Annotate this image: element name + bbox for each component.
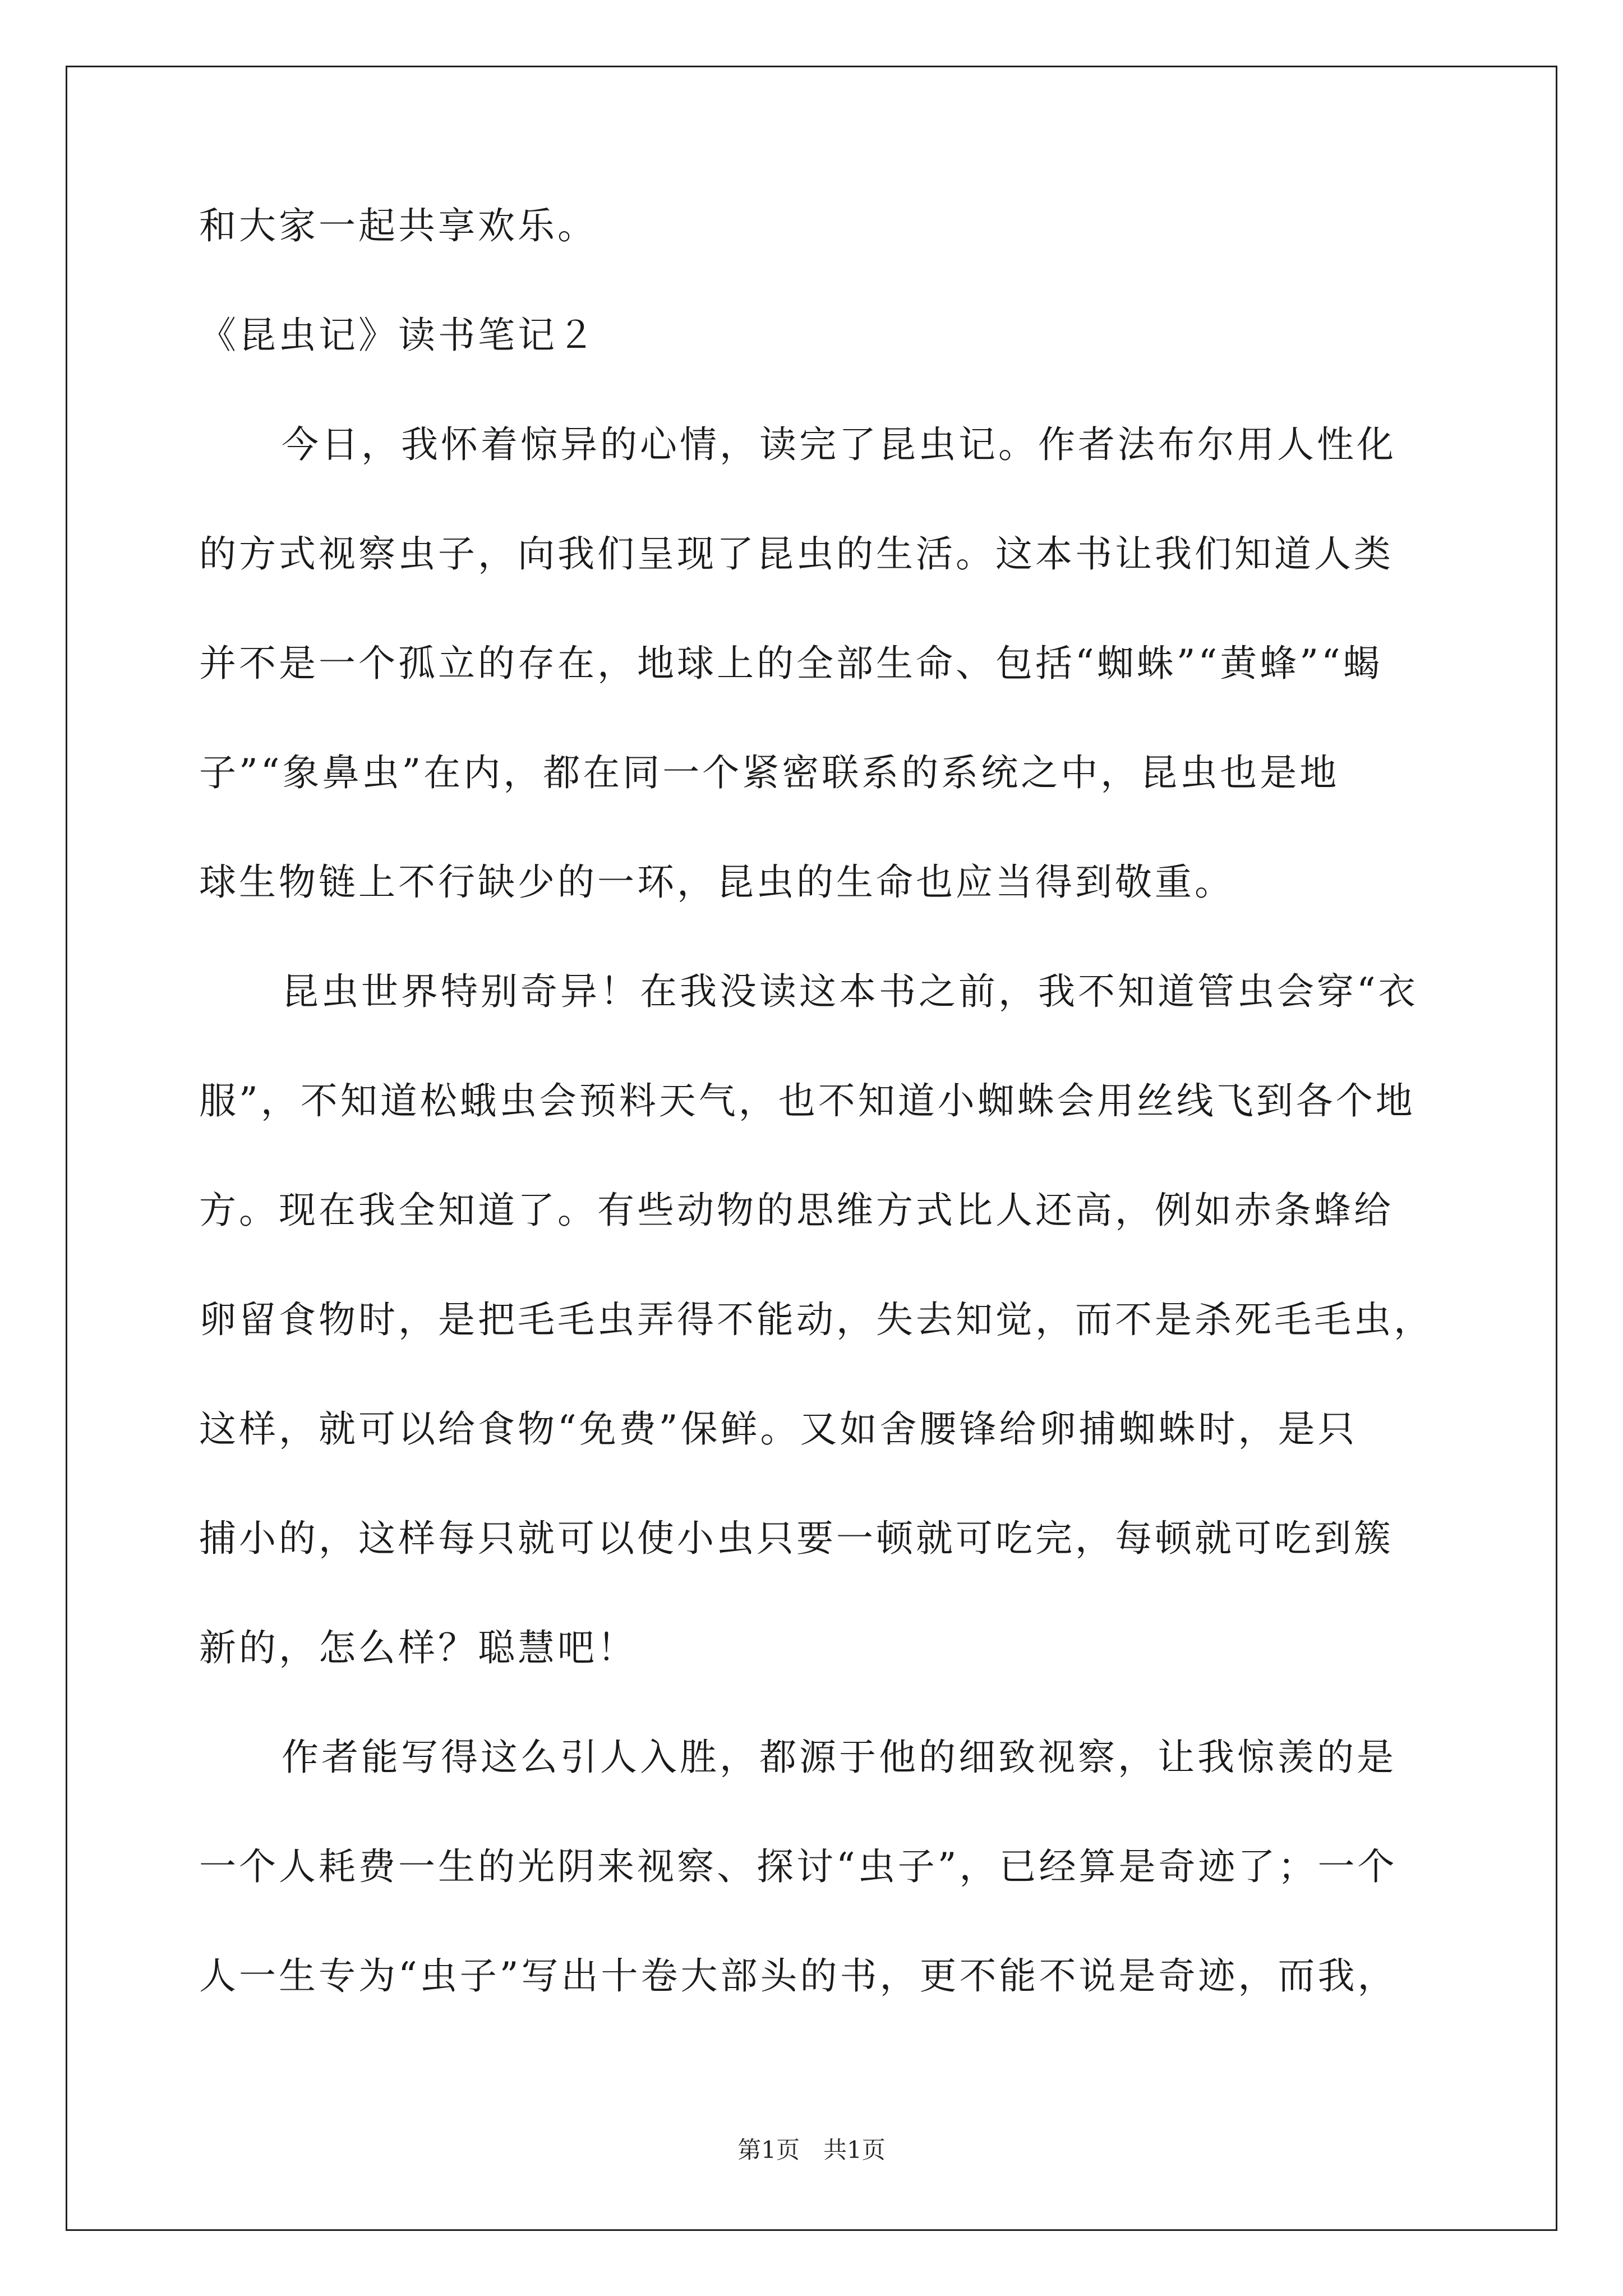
section-heading: 《昆虫记》读书笔记２ bbox=[199, 314, 597, 357]
text-line: 方。现在我全知道了。有些动物的思维方式比人还高，例如赤条蜂给 bbox=[199, 1189, 1394, 1232]
text-line: 一个人耗费一生的光阴来视察、探讨“虫子”，已经算是奇迹了；一个 bbox=[199, 1845, 1398, 1888]
page-border bbox=[66, 66, 1557, 2231]
text-line: 人一生专为“虫子”写出十卷大部头的书，更不能不说是奇迹，而我， bbox=[199, 1954, 1398, 1998]
text-line: 新的，怎么样？聪慧吧！ bbox=[199, 1626, 637, 1669]
text-line: 捕小的，这样每只就可以使小虫只要一顿就可吃完，每顿就可吃到簇 bbox=[199, 1517, 1394, 1560]
text-line: 球生物链上不行缺少的一环，昆虫的生命也应当得到敬重。 bbox=[199, 861, 1234, 904]
text-line: 昆虫世界特别奇异！在我没读这本书之前，我不知道管虫会穿“衣 bbox=[282, 970, 1418, 1013]
text-line: 这样，就可以给食物“免费”保鲜。又如舍腰锋给卵捕蜘蛛时，是只 bbox=[199, 1407, 1358, 1451]
text-line: 并不是一个孤立的存在，地球上的全部生命、包括“蜘蛛”“黄蜂”“蝎 bbox=[199, 642, 1383, 685]
text-line: 的方式视察虫子，向我们呈现了昆虫的生活。这本书让我们知道人类 bbox=[199, 532, 1394, 576]
text-line: 作者能写得这么引人入胜，都源于他的细致视察，让我惊羡的是 bbox=[282, 1736, 1396, 1779]
text-line: 和大家一起共享欢乐。 bbox=[199, 204, 597, 247]
text-line: 子”“象鼻虫”在内，都在同一个紧密联系的系统之中，昆虫也是地 bbox=[199, 751, 1340, 794]
page-footer: 第1页 共1页 bbox=[737, 2136, 886, 2164]
text-line: 今日，我怀着惊异的心情，读完了昆虫记。作者法布尔用人性化 bbox=[282, 423, 1396, 466]
text-line: 服”，不知道松蛾虫会预料天气，也不知道小蜘蛛会用丝线飞到各个地 bbox=[199, 1079, 1415, 1122]
text-line: 卵留食物时，是把毛毛虫弄得不能动，失去知觉，而不是杀死毛毛虫， bbox=[199, 1298, 1433, 1341]
